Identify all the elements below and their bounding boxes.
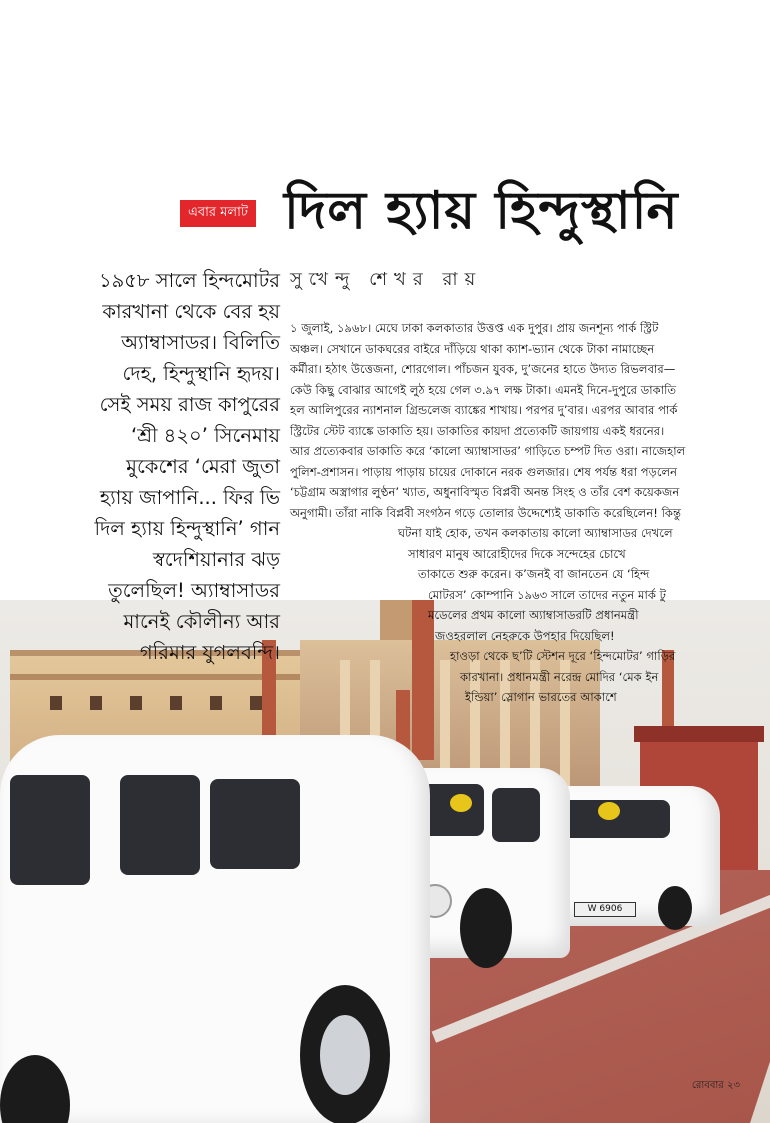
- intro-line: দিল হ্যায় হিন্দুস্থানি’ গান: [94, 517, 280, 540]
- byline: সুখেন্দু শেখর রায়: [290, 269, 483, 290]
- body-line: পুলিশ-প্রশাসন। পাড়ায় পাড়ায় চায়ের দোকানে নরক গুলজার। শেষ পর্যন্ত ধরা পড়লেন: [290, 464, 678, 479]
- page-folio: রোববার ২৩: [691, 1080, 740, 1091]
- body-line: ১ জুলাই, ১৯৬৮। মেঘে ঢাকা কলকাতার উত্তপ্ত এক দুপুর। প্রায় জনশূন্য পার্ক স্ট্রিট: [290, 321, 659, 335]
- body-line: অঞ্চল। সেখানে ডাকঘরের বাইরে দাঁড়িয়ে থাকা ক্যাশ-ভ্যান থেকে টাকা নামাচ্ছেন: [290, 341, 655, 356]
- intro-line: ‘শ্রী ৪২০’ সিনেমায়: [131, 424, 280, 447]
- intro-line: সেই সময় রাজ কাপুরের: [99, 393, 280, 416]
- article-body: [290, 318, 685, 708]
- section-tag: এবার মলাট: [180, 200, 256, 227]
- intro-line: ১৯৫৮ সালে হিন্দমোটর: [98, 269, 280, 292]
- intro-line: স্বদেশিয়ানার ঝড়: [152, 548, 280, 571]
- intro-line: হ্যায় জাপানি... ফির ভি: [99, 486, 280, 509]
- body-line: মোটরস’ কোম্পানি ১৯৬৩ সালে তাদের নতুন মার্ক টু: [428, 587, 666, 602]
- body-line: আর প্রত্যেকবার ডাকাতি করে ‘কালো অ্যাম্বাসাডর’ গাড়িতে চম্পট দিত ওরা। নাজেহাল: [290, 444, 686, 458]
- body-line: হাওড়া থেকে ছ’টি স্টেশন দূরে ‘হিন্দমোটর’ গাড়ির: [450, 649, 676, 663]
- page-title: দিল হ্যায় হিন্দুস্থানি: [284, 180, 679, 241]
- license-plate: W 6906: [574, 902, 636, 917]
- intro-line: মুকেশের ‘মেরা জুতা: [126, 455, 280, 478]
- body-line: স্ট্রিটের স্টেট ব্যাঙ্কে ডাকাতি হয়। ডাকাতির কায়দা প্রত্যেকটি জায়গায় একই ধরনের।: [290, 423, 665, 438]
- intro-line: দেহ, হিন্দুস্থানি হৃদয়।: [122, 362, 280, 385]
- body-line: ঘটনা যাই হোক, তখন কলকাতায় কালো অ্যাম্বাসাডর দেখলে: [398, 526, 673, 540]
- body-line: অনুগামী। তাঁরা নাকি বিপ্লবী সংগঠন গড়ে তোলার উদ্দেশ্যেই ডাকাতি করেছিলেন! কিন্তু: [290, 505, 682, 520]
- body-line: কারখানা। প্রধানমন্ত্রী নরেন্দ্র মোদির ‘মেক ইন: [460, 669, 659, 684]
- body-line: ‘চট্টগ্রাম অস্ত্রাগার লুণ্ঠন’ খ্যাত, অধুনাবিস্মৃত বিপ্লবী অনন্ত সিংহ ও তাঁর বেশ কয়েকজন: [290, 485, 680, 499]
- intro-line: অ্যাম্বাসাডর। বিলিতি: [121, 331, 280, 354]
- body-line: ইন্ডিয়া’ স্লোগান ভারতের আকাশে: [465, 690, 617, 704]
- ambassador-car-front: [0, 735, 430, 1123]
- body-line: মডেলের প্রথম কালো অ্যাম্বাসাডরটি প্রধানমন্ত্রী: [428, 608, 639, 622]
- intro-line: গরিমার যুগলবন্দি।: [139, 641, 280, 664]
- intro-line: তুলেছিল! অ্যাম্বাসাডর: [108, 579, 280, 602]
- intro-line: মানেই কৌলীন্য আর: [123, 610, 280, 633]
- body-line: জওহরলাল নেহরুকে উপহার দিয়েছিল!: [435, 628, 615, 643]
- body-line: কেউ কিছু বোঝার আগেই লুঠ হয়ে গেল ৩.৯৭ লক্ষ টাকা। এমনই দিনে-দুপুরে ডাকাতি: [290, 382, 677, 397]
- body-line: সাধারণ মানুষ আরোহীদের দিকে সন্দেহের চোখে: [408, 546, 626, 561]
- body-line: তাকাতে শুরু করেন। ক’জনই বা জানতেন যে ‘হিন্দ: [418, 567, 650, 581]
- body-line: হল আলিপুরের ন্যাশনাল গ্রিন্ডলেজ ব্যাঙ্কের শাখায়। পরপর দু’বার। এরপর আবার পার্ক: [290, 403, 678, 417]
- intro-line: কারখানা থেকে বের হয়: [102, 300, 280, 323]
- intro-blurb: [58, 265, 280, 668]
- body-line: কর্মীরা। হঠাৎ উত্তেজনা, শোরগোল। পাঁচজন যুবক, দু’জনের হাতে উদ্যত রিভলবার—: [290, 362, 676, 376]
